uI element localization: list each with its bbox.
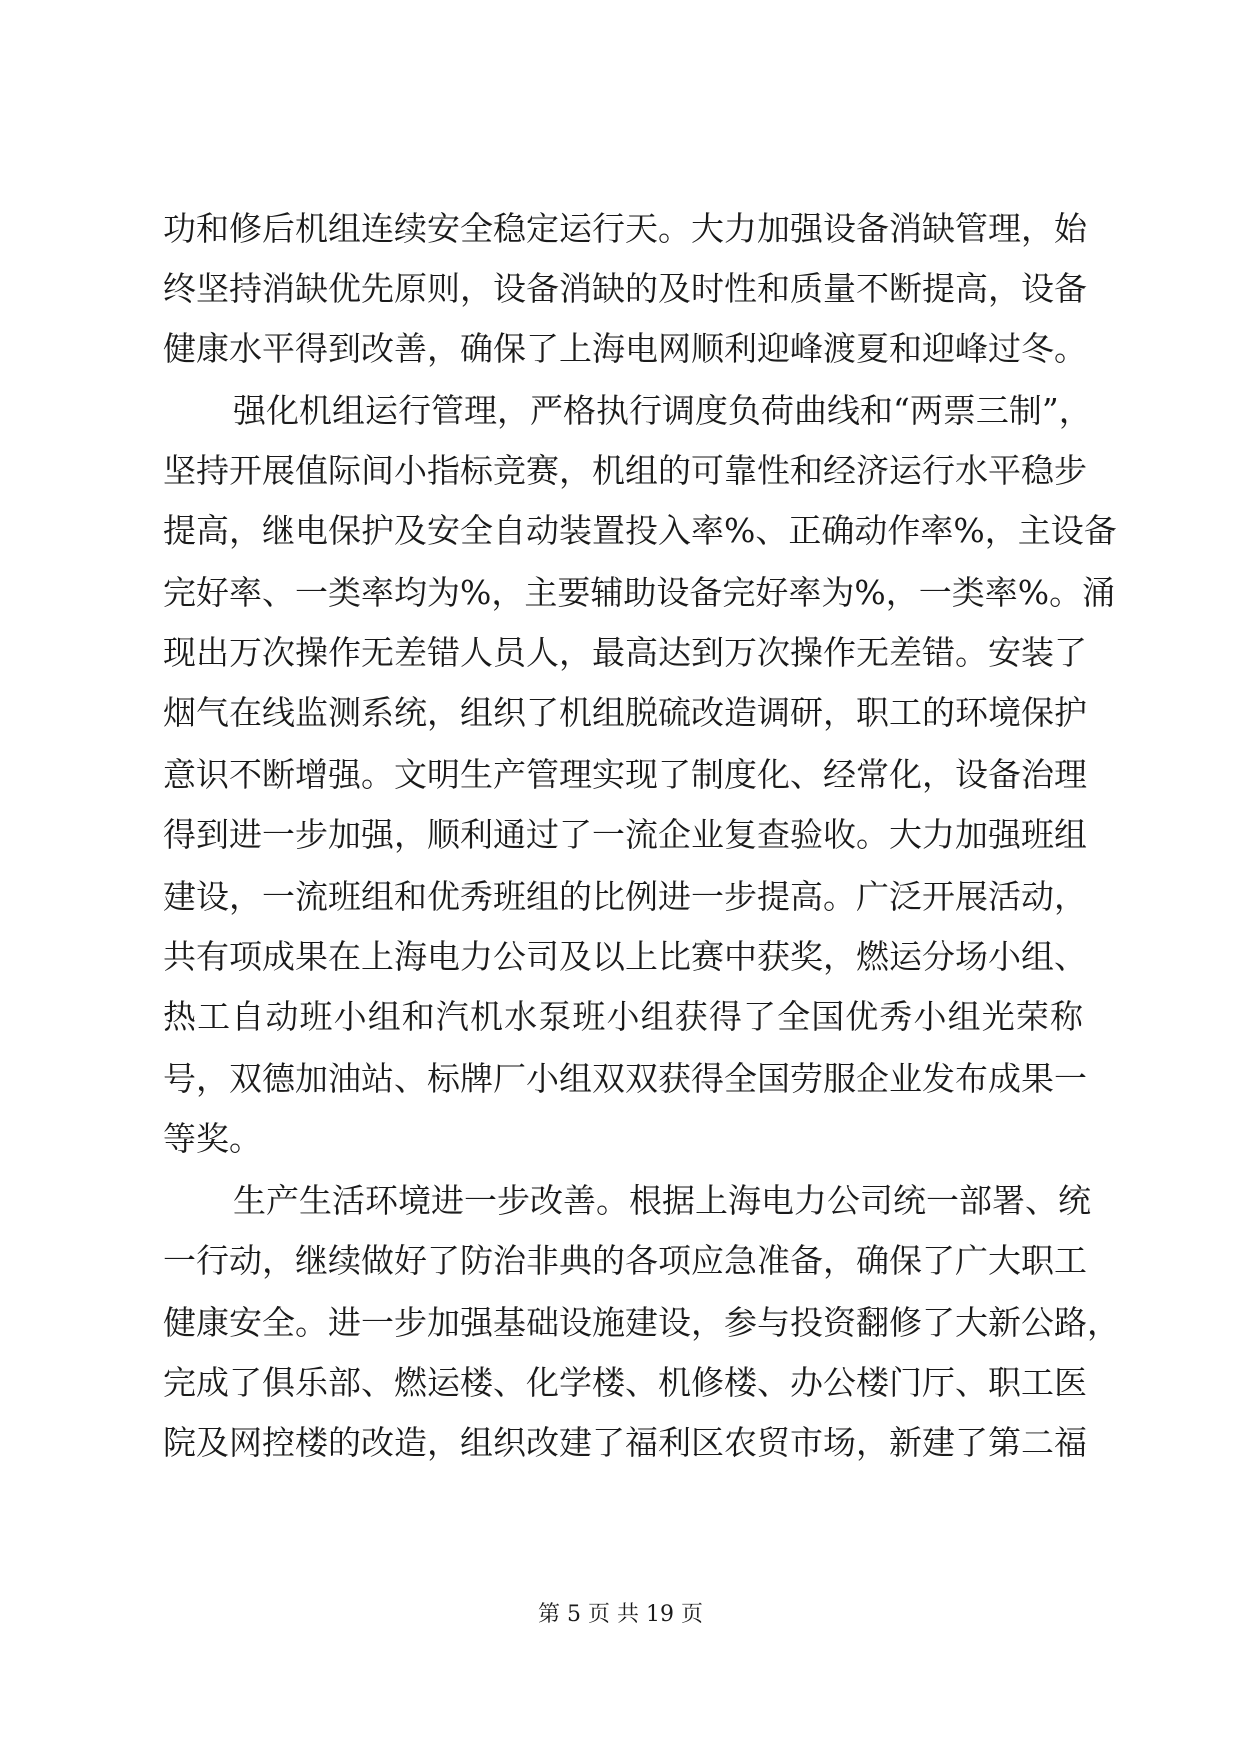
paragraph-2-line-3: 提高，继电保护及安全自动装置投入率%、正确动作率%，主设备 [163, 511, 1117, 550]
paragraph-3-line-5: 院及网控楼的改造，组织改建了福利区农贸市场，新建了第二福 [163, 1423, 1087, 1462]
paragraph-1-line-3: 健康水平得到改善，确保了上海电网顺利迎峰渡夏和迎峰过冬。 [163, 329, 1087, 368]
paragraph-2-line-6: 烟气在线监测系统，组织了机组脱硫改造调研，职工的环境保护 [163, 693, 1087, 732]
paragraph-1-line-2: 终坚持消缺优先原则，设备消缺的及时性和质量不断提高，设备 [163, 269, 1087, 308]
paragraph-1-line-1: 功和修后机组连续安全稳定运行天。大力加强设备消缺管理，始 [163, 209, 1087, 248]
paragraph-2-line-9: 建设，一流班组和优秀班组的比例进一步提高。广泛开展活动， [163, 877, 1087, 916]
paragraph-2-line-5: 现出万次操作无差错人员人，最高达到万次操作无差错。安装了 [163, 633, 1087, 672]
paragraph-2-line-8: 得到进一步加强，顺利通过了一流企业复查验收。大力加强班组 [163, 815, 1087, 854]
paragraph-3-line-1: 生产生活环境进一步改善。根据上海电力公司统一部署、统 [233, 1181, 1091, 1220]
paragraph-2-line-4: 完好率、一类率均为%，主要辅助设备完好率为%，一类率%。涌 [163, 573, 1116, 612]
page-number-footer: 第 5 页 共 19 页 [538, 1602, 703, 1627]
paragraph-2-line-1: 强化机组运行管理，严格执行调度负荷曲线和“两票三制”， [233, 391, 1092, 430]
paragraph-3-line-2: 一行动，继续做好了防治非典的各项应急准备，确保了广大职工 [163, 1241, 1087, 1280]
paragraph-2-line-13: 等奖。 [163, 1119, 262, 1158]
paragraph-3-line-4: 完成了俱乐部、燃运楼、化学楼、机修楼、办公楼门厅、职工医 [163, 1363, 1087, 1402]
paragraph-2-line-10: 共有项成果在上海电力公司及以上比赛中获奖，燃运分场小组、 [163, 937, 1087, 976]
paragraph-2-line-2: 坚持开展值际间小指标竞赛，机组的可靠性和经济运行水平稳步 [163, 451, 1087, 490]
paragraph-2-line-11: 热工自动班小组和汽机水泵班小组获得了全国优秀小组光荣称 [163, 997, 1083, 1036]
paragraph-2-line-12: 号，双德加油站、标牌厂小组双双获得全国劳服企业发布成果一 [163, 1059, 1087, 1098]
paragraph-3-line-3: 健康安全。进一步加强基础设施建设，参与投资翻修了大新公路， [163, 1303, 1120, 1342]
paragraph-2-line-7: 意识不断增强。文明生产管理实现了制度化、经常化，设备治理 [163, 755, 1087, 794]
